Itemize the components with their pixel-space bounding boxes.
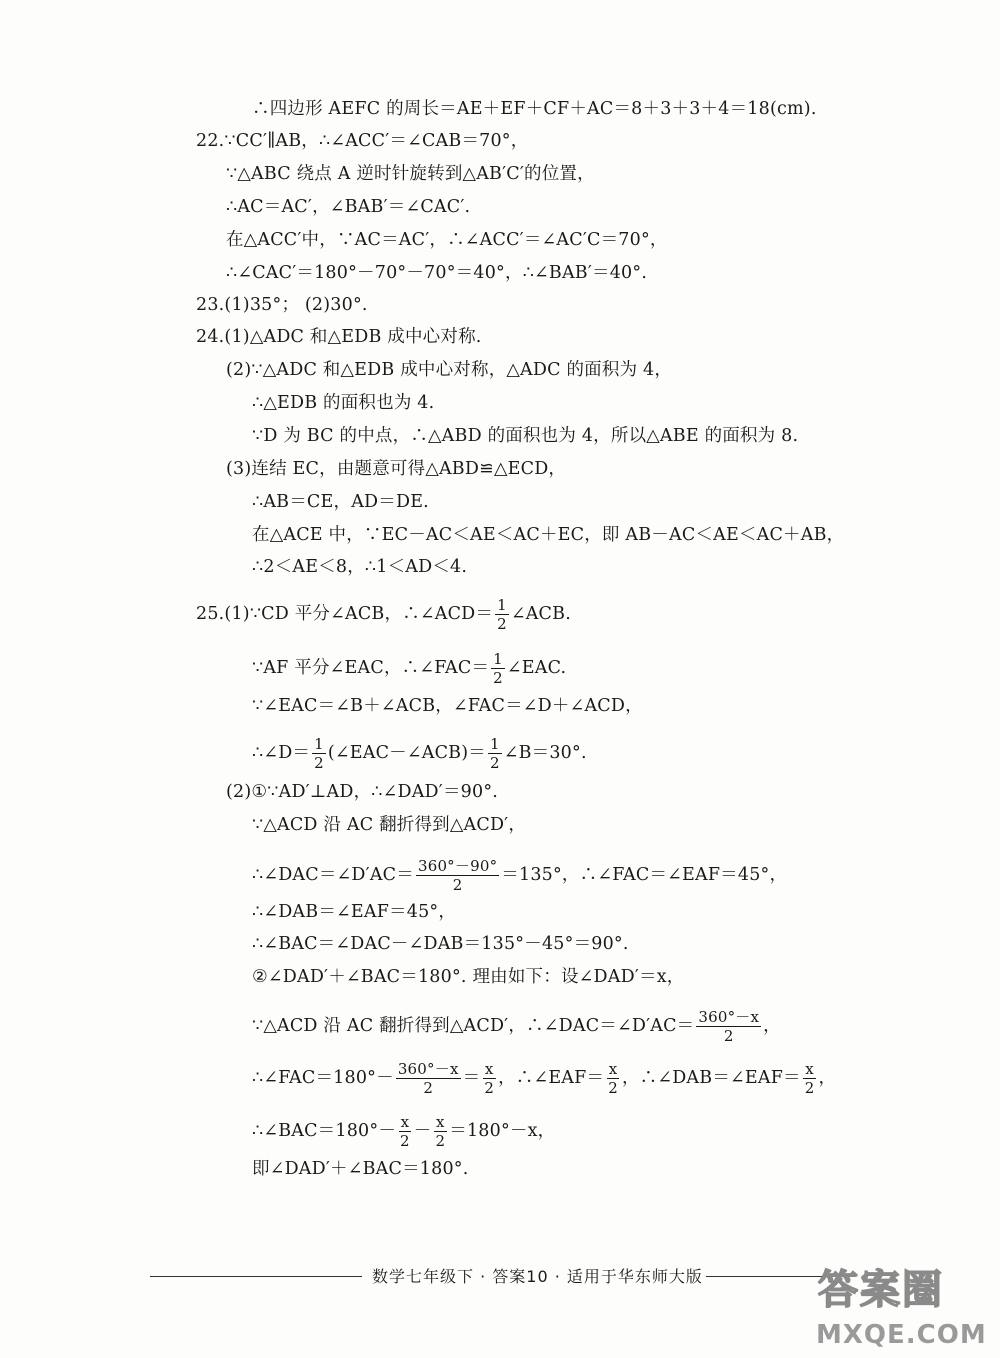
- line-q25-2f: ②∠DAD′＋∠BAC＝180°. 理由如下：设∠DAD′＝x，: [252, 967, 685, 987]
- line-q25-2: (2)①∵AD′⊥AD，∴∠DAD′＝90°.: [226, 782, 499, 802]
- fraction: [482, 1060, 496, 1097]
- line-q25-conclusion: 即∠DAD′＋∠BAC＝180°.: [252, 1159, 469, 1179]
- text-segment: ＝: [462, 1068, 481, 1088]
- line-q24-3: (3)连结 EC，由题意可得△ABD≌△ECD，: [226, 459, 567, 479]
- line-q25-2i: [252, 1113, 555, 1150]
- text-segment: ∠B＝30°.: [503, 743, 587, 763]
- fraction: [396, 1060, 461, 1097]
- fraction: [416, 857, 499, 894]
- text-segment: ，: [763, 1016, 781, 1036]
- fraction-numerator: x: [608, 1060, 618, 1078]
- fraction-numerator: x: [484, 1060, 494, 1078]
- text-segment: ∴∠FAC＝180°－: [252, 1068, 394, 1088]
- fraction-denominator: 2: [804, 1079, 815, 1097]
- fraction-numerator: 1: [493, 650, 503, 668]
- fraction: [491, 650, 505, 687]
- footer-rule-right: [706, 1276, 828, 1277]
- line-q25-1b: [252, 650, 566, 687]
- fraction-denominator: 2: [723, 1027, 734, 1045]
- line-q24-3b: ∴AB＝CE，AD＝DE.: [252, 492, 429, 512]
- line-q22-rotation: ∵△ABC 绕点 A 逆时针旋转到△AB′C′的位置，: [226, 164, 595, 184]
- fraction-denominator: 2: [493, 669, 503, 687]
- line-q25-2g: [252, 1008, 781, 1045]
- fraction: [606, 1060, 620, 1097]
- text-segment: ∵△ACD 沿 AC 翻折得到△ACD′，∴∠DAC＝∠D′AC＝: [252, 1016, 695, 1036]
- fraction-denominator: 2: [497, 615, 507, 633]
- line-q25-1d: [252, 735, 587, 772]
- line-q22-result: ∴∠CAC′＝180°－70°－70°＝40°，∴∠BAB′＝40°.: [226, 263, 648, 283]
- text-segment: 25.(1)∵CD 平分∠ACB，∴∠ACD＝: [196, 604, 494, 624]
- text-segment: ＝180°－x，: [449, 1121, 556, 1141]
- text-segment: ∴∠DAC＝∠D′AC＝: [252, 865, 414, 885]
- text-segment: ＝135°，∴∠FAC＝∠EAF＝45°，: [501, 865, 788, 885]
- line-q24-3c: 在△ACE 中，∵EC－AC＜AE＜AC＋EC，即 AB－AC＜AE＜AC＋AB，: [252, 525, 845, 545]
- fraction-denominator: 2: [435, 1132, 446, 1150]
- fraction: [495, 596, 509, 633]
- text-segment: －: [413, 1121, 432, 1141]
- fraction: [398, 1113, 412, 1150]
- text-segment: ∠ACB.: [510, 604, 571, 624]
- fraction-denominator: 2: [423, 1079, 434, 1097]
- text-segment: ∴∠BAC＝180°－: [252, 1121, 397, 1141]
- line-q25-2h: [252, 1060, 836, 1097]
- fraction: [803, 1060, 817, 1097]
- line-q25-2c: [252, 857, 787, 894]
- footer-text: 数学七年级下 · 答案10 · 适用于华东师大版: [372, 1267, 703, 1286]
- text-segment: ，∴∠DAB＝∠EAF＝: [621, 1068, 801, 1088]
- line-q25-1c: ∵∠EAC＝∠B＋∠ACB，∠FAC＝∠D＋∠ACD，: [252, 696, 643, 716]
- line-perimeter: ∴四边形 AEFC 的周长＝AE＋EF＋CF＋AC＝8＋3＋3＋4＝18(cm).: [252, 99, 817, 119]
- fraction-numerator: 360°－x: [698, 1008, 760, 1026]
- fraction-denominator: 2: [608, 1079, 618, 1097]
- fraction-denominator: 2: [314, 754, 324, 772]
- fraction-numerator: x: [400, 1113, 410, 1131]
- line-q24-2c: ∵D 为 BC 的中点，∴△ABD 的面积也为 4，所以△ABE 的面积为 8.: [252, 426, 799, 446]
- fraction-denominator: 2: [484, 1079, 495, 1097]
- watermark-logo: 答案圈: [818, 1267, 944, 1313]
- line-q24-1: 24.(1)△ADC 和△EDB 成中心对称.: [196, 327, 482, 347]
- fraction-numerator: 360°－90°: [417, 857, 498, 875]
- text-segment: ∴∠D＝: [252, 743, 311, 763]
- fraction: [696, 1008, 761, 1045]
- watermark: [812, 1258, 992, 1358]
- fraction-numerator: 1: [489, 735, 500, 753]
- fraction: [434, 1113, 448, 1150]
- line-q24-2: (2)∵△ADC 和△EDB 成中心对称，△ADC 的面积为 4，: [226, 360, 673, 380]
- line-q24-3d: ∴2＜AE＜8，∴1＜AD＜4.: [252, 557, 468, 577]
- line-q22-start: 22.∵CC′∥AB，∴∠ACC′＝∠CAB＝70°，: [196, 131, 529, 151]
- fraction-numerator: x: [436, 1113, 445, 1131]
- footer-rule-left: [150, 1276, 362, 1277]
- text-segment: ∵AF 平分∠EAC，∴∠FAC＝: [252, 658, 490, 678]
- text-segment: ∠EAC.: [506, 658, 567, 678]
- fraction: [312, 735, 326, 772]
- fraction-numerator: 360°－x: [397, 1060, 459, 1078]
- fraction-numerator: x: [805, 1060, 814, 1078]
- fraction-denominator: 2: [489, 754, 500, 772]
- watermark-url: MXQE.COM: [816, 1320, 987, 1350]
- text-segment: ，∴∠EAF＝: [498, 1068, 605, 1088]
- fraction-denominator: 2: [452, 876, 463, 894]
- line-q25-2e: ∴∠BAC＝∠DAC－∠DAB＝135°－45°＝90°.: [252, 934, 629, 954]
- line-q23: 23.(1)35°； (2)30°.: [196, 295, 368, 315]
- line-q22-triangle: 在△ACC′中，∵AC＝AC′，∴∠ACC′＝∠AC′C＝70°，: [226, 230, 668, 250]
- line-q24-2b: ∴△EDB 的面积也为 4.: [252, 393, 435, 413]
- text-segment: (∠EAC－∠ACB)＝: [327, 743, 486, 763]
- fraction: [488, 735, 502, 772]
- fraction-numerator: 1: [314, 735, 324, 753]
- line-q25-2b: ∵△ACD 沿 AC 翻折得到△ACD′，: [252, 815, 527, 835]
- fraction-denominator: 2: [400, 1132, 410, 1150]
- text-segment: ，: [818, 1068, 837, 1088]
- fraction-numerator: 1: [497, 596, 507, 614]
- line-q25-2d: ∴∠DAB＝∠EAF＝45°，: [252, 902, 457, 922]
- line-q22-equal: ∴AC＝AC′，∠BAB′＝∠CAC′.: [226, 197, 471, 217]
- line-q25-1: [196, 596, 571, 633]
